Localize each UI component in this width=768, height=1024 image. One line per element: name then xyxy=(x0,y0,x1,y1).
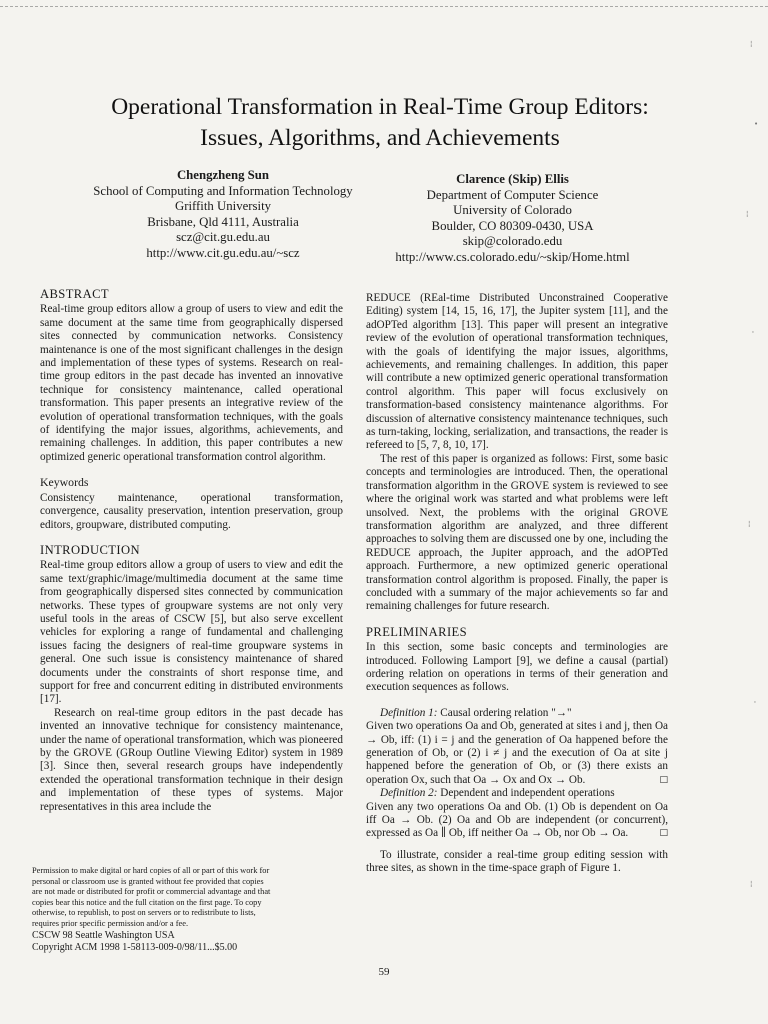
definition-1-text: Given two operations Oa and Ob, generated at sites i and j, then Oa → Ob, iff: (1) i = j and the generation of Oa happened before the generation of Ob, or (2) i ≠ j and the execution of Oa at site j happened before the generation of Ob, or (3) there exists an operation Ox, such that Oa → Ox and Ox → Ob. □ xyxy=(366,720,668,786)
author-name: Chengzheng Sun xyxy=(176,168,270,182)
author-email: skip@colorado.edu xyxy=(462,234,563,249)
right-column xyxy=(366,292,668,876)
qed-symbol: □ xyxy=(659,828,668,839)
author-block-2 xyxy=(360,172,665,266)
left-column xyxy=(40,288,343,814)
author-affiliation: University of Colorado xyxy=(453,203,572,218)
author-email: scz@cit.gu.edu.au xyxy=(176,230,270,245)
page-number: 59 xyxy=(378,966,390,978)
scan-edge-line xyxy=(0,6,768,7)
introduction-heading: INTRODUCTION xyxy=(40,542,140,557)
intro-paragraph-1: Real-time group editors allow a group of users to view and edit the same text/graphic/image/multimedia document at the same time from geographically dispersed sites connected by communication networks. These types of groupware systems are not only very useful tools in the areas of CSCW [5], but also serve excellent vehicles for exploring a range of fundamental and challenging issues facing the designers of real-time groupware systems in general. One such issue is consistency maintenance of shared documents under the constraints of short response time, and support for free and concurrent editing in distributed environments [17]. xyxy=(40,559,343,706)
definition-1-name: Causal ordering relation "→" xyxy=(440,706,572,719)
author-affiliation: School of Computing and Information Technology xyxy=(93,183,353,198)
preliminaries-heading: PRELIMINARIES xyxy=(366,624,468,639)
title-line-1: Operational Transformation in Real-Time Group Editors: xyxy=(111,94,649,120)
definition-1-title xyxy=(366,707,668,720)
footnote-line: are not made or distributed for profit or commercial advantage and that xyxy=(32,887,271,897)
author-block-1 xyxy=(78,168,368,262)
footnote-line: otherwise, to republish, to post on servers or to redistribute to lists, xyxy=(32,908,256,918)
author-affiliation: Department of Computer Science xyxy=(426,187,599,202)
footnote-line: copies bear this notice and the full citation on the first page. To copy xyxy=(32,897,262,907)
paper-title xyxy=(30,92,730,154)
title-line-2: Issues, Algorithms, and Achievements xyxy=(200,125,560,151)
author-address: Brisbane, Qld 4111, Australia xyxy=(147,214,299,229)
abstract-text: Real-time group editors allow a group of users to view and edit the same document at the same time from geographically dispersed sites connected by communication networks. Consistency maintenance is one of the most significant challenges in the design and implementation of these types of systems. Research on real-time group editors in the past decade has invented an innovative technique for consistency maintenance, called operational transformation. This paper presents an integrative review of the evolution of operational transformation techniques, with the goals of identifying the major issues, algorithms, achievements, and remaining challenges. In addition, this paper contributes a new optimized generic operational transformation control algorithm. xyxy=(40,303,343,463)
author-homepage: http://www.cs.colorado.edu/~skip/Home.html xyxy=(395,249,630,264)
scan-margin-marks: ¦ • ¦ ' ¦ ' ¦ xyxy=(746,40,759,888)
definition-2-label: Definition 2: xyxy=(380,787,438,800)
right-paragraph-1: REDUCE (REal-time Distributed Unconstrained Cooperative Editing) system [14, 15, 16, 17], the Jupiter system [11], and the adOPTed algorithm [13]. This paper will present an integrative review of the evolution of operational transformation techniques, with the goals of identifying the major issues, algorithms, achievements, and remaining challenges. In addition, this paper will contribute a new optimized generic operational transformation control algorithm. This paper will focus exclusively on transformation-based consistency maintenance algorithms. For discussion of alternative consistency maintenance techniques, such as turn-taking, locking, serialization, and transactions, the reader is refereed to [5, 7, 8, 10, 17]. xyxy=(366,292,668,452)
definition-2-name: Dependent and independent operations xyxy=(440,787,615,800)
right-paragraph-2: The rest of this paper is organized as follows: First, some basic concepts and terminologies are introduced. Then, the operational transformation algorithm in the GROVE system is reviewed to see where the original work was started and what problems were left unsolved. Next, the problems with the original GROVE transformation algorithm are analyzed, and three different approaches to solving them are discussed one by one, including the REDUCE approach, the Jupiter approach, and the adOPTed approach. Furthermore, a new optimized generic operational transformation control algorithm is proposed. Finally, the paper is concluded with a summary of the major achievements so far and remaining challenges for future research. xyxy=(366,452,668,613)
intro-paragraph-2: Research on real-time group editors in the past decade has invented an innovative technique for consistency maintenance, under the name of operational transformation, which was pioneered by the GROVE (GRoup Outline Viewing Editor) system in 1989 [3]. Since then, several research groups have independently extended the operational transformation technique in their design and implementation of these types of systems. Major representatives in this area include the xyxy=(40,706,343,813)
footnote-line: personal or classroom use is granted without fee provided that copies xyxy=(32,876,264,886)
footnote-line: requires prior specific permission and/or a fee. xyxy=(32,918,189,928)
preliminaries-text: In this section, some basic concepts and terminologies are introduced. Following Lamport [9], we define a causal (partial) ordering relation on operations in terms of their generation and execution sequences as follows. xyxy=(366,641,668,694)
author-homepage: http://www.cit.gu.edu.au/~scz xyxy=(146,245,300,260)
author-address: Boulder, CO 80309-0430, USA xyxy=(431,218,594,233)
conference-line: CSCW 98 Seattle Washington USA xyxy=(32,929,175,941)
abstract-heading: ABSTRACT xyxy=(40,287,109,301)
definition-1-label: Definition 1: xyxy=(380,706,438,719)
qed-symbol: □ xyxy=(659,774,668,785)
copyright-line: Copyright ACM 1998 1-58113-009-0/98/11...$5.00 xyxy=(32,941,238,953)
definition-2-title xyxy=(366,787,668,800)
keywords-heading: Keywords xyxy=(40,475,89,490)
illustrate-paragraph: To illustrate, consider a real-time group editing session with three sites, as shown in the time-space graph of Figure 1. xyxy=(366,848,668,875)
keywords-text: Consistency maintenance, operational transformation, convergence, causality preservation, intention preservation, group editors, groupware, distributed computing. xyxy=(40,491,343,531)
author-affiliation: Griffith University xyxy=(174,199,272,214)
author-name: Clarence (Skip) Ellis xyxy=(456,172,569,186)
permission-footnote xyxy=(32,866,352,954)
footnote-line: Permission to make digital or hard copies of all or part of this work for xyxy=(32,866,270,875)
definition-2-text: Given any two operations Oa and Ob. (1) Ob is dependent on Oa iff Oa → Ob. (2) Oa and Ob are independent (or concurrent), expressed as Oa ∥ Ob, iff neither Oa → Ob, nor Ob → Oa. □ xyxy=(366,800,668,840)
